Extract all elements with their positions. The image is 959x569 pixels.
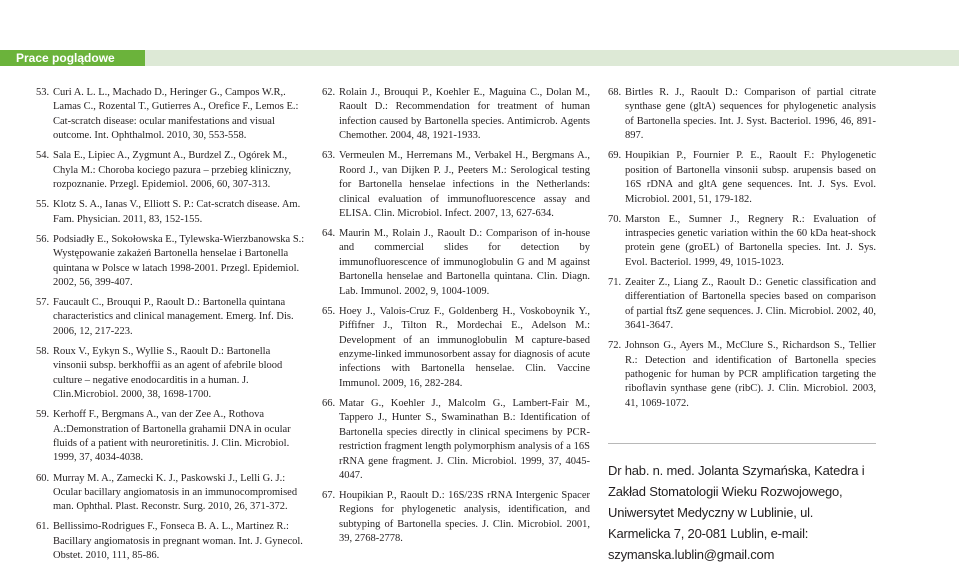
reference-text: Rolain J., Brouqui P., Koehler E., Maguina C., Dolan M., Raoult D.: Recommendation for treatment of human infection caused by Bartonella species. Antimicrob. Agents Chemother. 2004, 48, 1921-1933. — [339, 87, 590, 142]
reference-number: 63. — [322, 150, 336, 162]
reference-text: Bellissimo-Rodrigues F., Fonseca B. A. L., Martinez R.: Bacillary angiomatosis in pregnant woman. Int. J. Gynecol. Obstet. 2010, 111, 85-86. — [53, 521, 303, 562]
reference-number: 67. — [322, 490, 336, 501]
reference-number: 62. — [322, 87, 336, 98]
reference-text: Kerhoff F., Bergmans A., van der Zee A., Rothova A.:Demonstration of Bartonella grahamii DNA in ocular fluids of a patient with neuroretinitis. J. Clin. Microbiol. 1999, 37, 4034-4038. — [53, 409, 291, 464]
reference-number: 66. — [322, 397, 336, 409]
reference-text: Faucault C., Brouqui P., Raoult D.: Bartonella quintana characteristics and clinical management. Emerg. Inf. Dis. 2006, 12, 217-223. — [53, 297, 294, 337]
author-note-divider — [608, 443, 876, 444]
reference-text: Houpikian P., Fournier P. E., Raoult F.: Phylogenetic position of Bartonella vinsonii subsp. arupensis based on 16S rDNA and gltA gene sequences. Int. J. Sys. Evol. Microbiol. 2001, 51, 179-182. — [625, 150, 876, 205]
reference-number: 58. — [36, 345, 50, 357]
reference-number: 70. — [608, 213, 622, 225]
references-column-1 — [36, 86, 306, 569]
reference-number: 72. — [608, 340, 622, 352]
reference-item — [608, 86, 876, 144]
reference-item — [36, 345, 306, 403]
reference-text: Maurin M., Rolain J., Raoult D.: Comparison of in-house and commercial slides for detection by immunofluorescence of immunoglobulin G and M against Bartonella henselae and Bartonella quintana. Clin. Diagn. Lab. Immunol. 2002, 9, 1004-1009. — [339, 228, 590, 297]
reference-item — [608, 213, 876, 271]
reference-item — [36, 198, 306, 227]
reference-text: Sala E., Lipiec A., Zygmunt A., Burdzel Z., Ogórek M., Chyla M.: Choroba kociego pazura – przebieg kliniczny, rozpoznanie. Przegl. Epidemiol. 2006, 60, 307-313. — [53, 150, 292, 191]
reference-text: Birtles R. J., Raoult D.: Comparison of partial citrate synthase gene (gltA) sequences for phylogenetic analysis of Bartonella species. Int. J. Syst. Bacteriol. 1996, 46, 891-897. — [625, 87, 876, 142]
reference-number: 69. — [608, 150, 622, 162]
reference-text: Roux V., Eykyn S., Wyllie S., Raoult D.: Bartonella vinsonii subsp. berkhoffii as an agent of afebrile blood culture – negative enodocarditis in a human. J. Clin.Microbiol. 2000, 38, 1698-1700. — [53, 345, 283, 401]
section-tag: Prace poglądowe — [0, 50, 145, 66]
reference-item — [36, 408, 306, 466]
reference-text: Zeaiter Z., Liang Z., Raoult D.: Genetic classification and differentiation of Bartonella species based on comparison of partial ftsZ gene sequences. J. Clin. Microbiol. 2002, 40, 3641-3647. — [625, 276, 876, 332]
reference-item — [322, 227, 590, 299]
reference-item — [36, 520, 306, 563]
reference-item — [608, 339, 876, 411]
reference-number: 68. — [608, 87, 622, 98]
reference-item — [322, 489, 590, 547]
reference-item — [36, 472, 306, 515]
reference-text: Murray M. A., Zamecki K. J., Paskowski J., Lelli G. J.: Ocular bacillary angiomatosis in an immunocompromised man. Ophthal. Plast. Reconstr. Surg. 2010, 26, 371-372. — [53, 472, 298, 513]
references-column-2 — [322, 86, 590, 552]
reference-text: Podsiadły E., Sokołowska E., Tylewska-Wierzbanowska S.: Występowanie zakażeń Bartonella henselae i Bartonella quintana w Polsce w latach 1998-2001. Przegl. Epidemiol. 2002, 56, 399-407. — [53, 233, 305, 288]
reference-item — [36, 296, 306, 339]
reference-number: 65. — [322, 305, 336, 317]
reference-number: 56. — [36, 233, 50, 245]
reference-number: 54. — [36, 150, 50, 162]
reference-number: 57. — [36, 297, 50, 309]
reference-item — [608, 149, 876, 207]
author-note: Dr hab. n. med. Jolanta Szymańska, Katedra i Zakład Stomatologii Wieku Rozwojowego, Uniwersytet Medyczny w Lublinie, ul. Karmelicka 7, 20-081 Lublin, e-mail: szymanska.lublin@gmail.com — [608, 463, 865, 563]
reference-item — [322, 149, 590, 221]
reference-item — [322, 397, 590, 483]
reference-item — [608, 276, 876, 334]
reference-item — [322, 86, 590, 144]
reference-item — [322, 305, 590, 391]
reference-number: 55. — [36, 199, 50, 211]
reference-item — [36, 86, 306, 144]
reference-number: 53. — [36, 87, 50, 98]
reference-number: 71. — [608, 276, 622, 288]
reference-text: Houpikian P., Raoult D.: 16S/23S rRNA Intergenic Spacer Regions for phylogenetic analysis, identification, and subtyping of Bartonella species. J. Clin. Microbiol. 2001, 39, 2768-2778. — [339, 490, 590, 545]
reference-text: Vermeulen M., Herremans M., Verbakel H., Bergmans A., Roord J., van Dijken P. J., Peeters M.: Serological testing for Bartonella henselae infections in the Netherlands: clinical evaluation of immunofluorescence assay and ELISA. Clin. Microbiol. Infect. 2007, 13, 627-634. — [339, 150, 590, 219]
references-column-3 — [608, 86, 876, 565]
reference-number: 61. — [36, 521, 50, 533]
reference-item — [36, 149, 306, 192]
reference-text: Hoey J., Valois-Cruz F., Goldenberg H., Voskoboynik Y., Piffifner J., Tilton R., Mordechai E., Adelson M.: Development of an immunoglobulin M capture-based enzyme-linked immunosorbent assay for diagnosis of acute infections with Bartonella henselae. Clin. Vaccine Immunol. 2009, 16, 282-284. — [339, 305, 590, 389]
references-list-3 — [608, 86, 876, 411]
reference-text: Matar G., Koehler J., Malcolm G., Lambert-Fair M., Tappero J., Hunter S., Swaminathan B.: Identification of Bartonella species directly in clinical specimens by PCR-restriction fragment length polymorphism analysis of a 16S rRNA gene fragment. J. Clin. Microbiol. 1999, 37, 4045-4047. — [339, 397, 590, 481]
reference-number: 59. — [36, 409, 50, 421]
reference-number: 64. — [322, 228, 336, 240]
reference-item — [36, 233, 306, 291]
reference-text: Curi A. L. L., Machado D., Heringer G., Campos W.R,. Lamas C., Rozental T., Gutierres A., Orefice F., Lemos E.: Cat-scratch disease: ocular manifestations and visual outcome. Int. Ophthalmol. 2010, 30, 553-558. — [53, 87, 299, 142]
reference-number: 60. — [36, 472, 50, 484]
reference-text: Marston E., Sumner J., Regnery R.: Evaluation of intraspecies genetic variation within the 60 kDa heat-shock protein gene (groEL) of Bartonella species. Int. J. Sys. Evol. Bacteriol. 1999, 49, 1015-1023. — [625, 213, 876, 268]
reference-text: Johnson G., Ayers M., McClure S., Richardson S., Tellier R.: Detection and identification of Bartonella species pathogenic for human by PCR amplification targeting the riboflavin synthase gene (ribC). J. Clin. Microbiol. 2003, 41, 1069-1072. — [625, 340, 876, 409]
reference-text: Klotz S. A., Ianas V., Elliott S. P.: Cat-scratch disease. Am. Fam. Physician. 2011, 83, 152-155. — [53, 199, 301, 225]
